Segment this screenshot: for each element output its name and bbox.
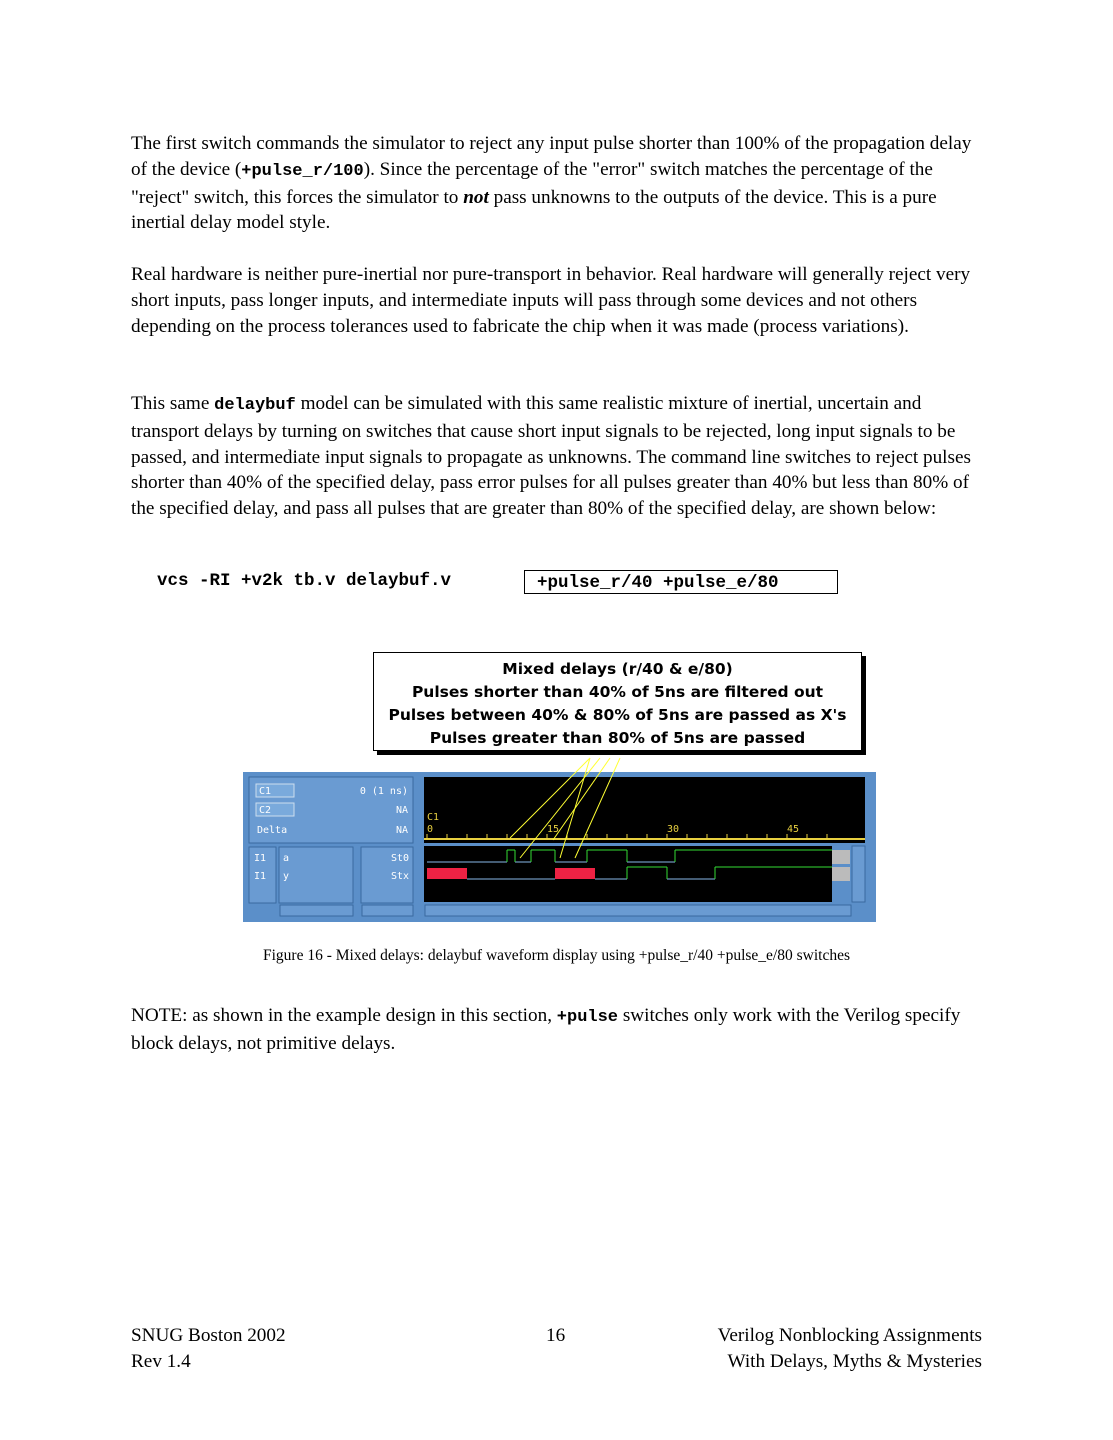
vertical-scrollbar[interactable] [852, 846, 865, 902]
time-tick-label: 0 [427, 824, 434, 835]
signal-y-unknown-segment [555, 868, 595, 879]
text: model can be simulated with this same realistic mixture of inertial, uncertain and transport delays by turning on switches that cause short input signals to be rejected, long input signals to be passed, and intermediate input signals to propagate as unknowns. The command line switches to reject pulses shorter than 40% of the specified delay, pass error pulses for all pulses greater than 40% but less than 80% of the specified delay, and pass all pulses that are greater than 80% of the specified delay, are shown below: [131, 393, 971, 520]
cursor-c1-label: C1 [259, 786, 272, 797]
footer-revision: Rev 1.4 [131, 1351, 191, 1372]
figure-caption: Figure 16 - Mixed delays: delaybuf waveform display using +pulse_r/40 +pulse_e/80 switches [262, 947, 850, 964]
signal-a-scope: I1 [254, 853, 267, 864]
footer-conference: SNUG Boston 2002 [131, 1325, 286, 1346]
callout-line: Pulses shorter than 40% of 5ns are filtered out [411, 683, 824, 701]
text: switches only work with the Verilog specify block delays, not primitive delays. [131, 1005, 961, 1054]
delta-label: Delta [257, 825, 288, 836]
text: NOTE: as shown in the example design in this section, [131, 1005, 557, 1026]
callout-box [373, 652, 862, 751]
callout-line: Pulses greater than 80% of 5ns are passed [429, 729, 806, 747]
cursor-c2-label: C2 [259, 805, 272, 816]
paragraph-4 [131, 1003, 983, 1057]
text: ). Since the percentage of the "error" switch matches the percentage of the "reject" switch, this forces the simulator to [131, 158, 933, 208]
text: The first switch commands the simulator to reject any input pulse shorter than 100% of the propagation delay of the device ( [131, 133, 972, 180]
signal-y-name[interactable]: y [283, 871, 290, 882]
signal-a-value: St0 [390, 853, 409, 864]
footer-subtitle: With Delays, Myths & Mysteries [727, 1351, 982, 1372]
cursor-marker-label: C1 [427, 812, 440, 823]
callout-line: Pulses between 40% & 80% of 5ns are passed as X's [388, 706, 847, 724]
command-line: vcs -RI +v2k tb.v delaybuf.v [157, 571, 452, 591]
time-tick-label: 45 [787, 824, 800, 835]
callout-title: Mixed delays (r/40 & e/80) [502, 660, 733, 678]
signal-a-name[interactable]: a [283, 853, 290, 864]
signal-y-scope: I1 [254, 871, 267, 882]
cursor-c2-value: NA [395, 805, 408, 816]
text: pass unknowns to the outputs of the device. This is a pure inertial delay model style. [131, 186, 937, 234]
time-scrollbar[interactable] [425, 905, 851, 916]
footer-right [718, 1323, 982, 1375]
signal-names-panel [279, 847, 353, 903]
cursor-c1-value: 0 (1 ns) [359, 786, 408, 797]
code-pulse-r100: +pulse_r/100 [241, 161, 364, 181]
delta-value: NA [395, 825, 408, 836]
signal-y-value: Stx [390, 871, 409, 882]
page-number: 16 [546, 1325, 566, 1346]
footer-left [131, 1323, 286, 1375]
code-delaybuf: delaybuf [214, 396, 296, 415]
signal-plot [424, 846, 832, 902]
code-pulse: +pulse [556, 1008, 619, 1027]
text: This same [131, 393, 215, 414]
signal-y-unknown-segment [427, 868, 467, 879]
time-tick-label: 15 [547, 824, 560, 835]
emphasis-not: not [463, 186, 489, 208]
footer-title: Verilog Nonblocking Assignments [717, 1325, 982, 1346]
command-switches-box: +pulse_r/40 +pulse_e/80 [524, 570, 838, 594]
values-scrollbar[interactable] [362, 905, 413, 916]
paragraph-2: Real hardware is neither pure-inertial nor pure-transport in behavior. Real hardware will generally reject very short inputs, pass longer inputs, and intermediate inputs will pass through some devices and not others depending on the process tolerances used to fabricate the chip when it was made (process variations). [131, 264, 971, 337]
time-tick-label: 30 [667, 824, 680, 835]
names-scrollbar[interactable] [280, 905, 353, 916]
